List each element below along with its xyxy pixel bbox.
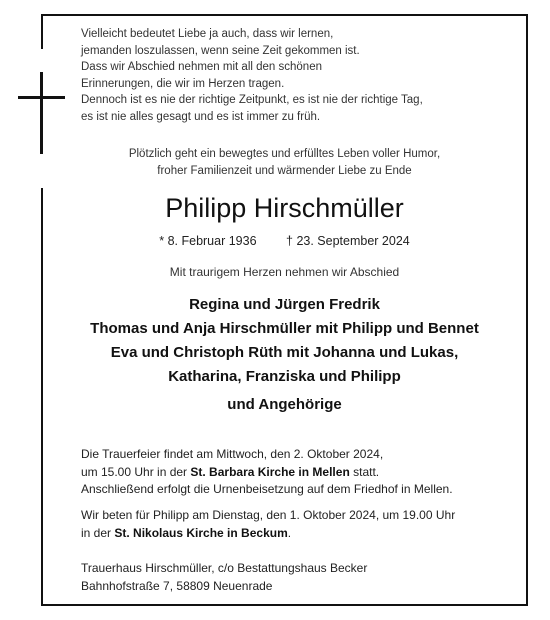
mourner-line: und Angehörige	[227, 396, 342, 413]
deceased-name: Philipp Hirschmüller	[165, 193, 404, 223]
service-line: Die Trauerfeier findet am Mittwoch, den 2. Oktober 2024,	[81, 447, 384, 461]
mourner-line: Thomas und Anja Hirschmüller mit Philipp und Bennet	[90, 320, 479, 337]
prayer-line	[81, 525, 455, 543]
poem-line: Erinnerungen, die wir im Herzen tragen.	[81, 77, 285, 90]
mourner-line: Regina und Jürgen Fredrik	[189, 296, 380, 313]
prayer-info	[81, 507, 455, 542]
frame-bottom-line	[41, 604, 528, 606]
poem-line: es ist nie alles gesagt und es ist immer zu früh.	[81, 110, 321, 123]
frame-top-line	[41, 14, 528, 16]
service-text: um 15.00 Uhr in der	[81, 464, 191, 479]
motto	[43, 146, 526, 179]
mourners-list	[43, 293, 526, 417]
birth-date: * 8. Februar 1936	[159, 234, 257, 248]
poem-line: Dennoch ist es nie der richtige Zeitpunkt, es ist nie der richtige Tag,	[81, 94, 423, 106]
poem	[81, 26, 423, 125]
motto-line: froher Familienzeit und wärmender Liebe zu Ende	[157, 164, 412, 177]
motto-line: Plötzlich geht ein bewegtes und erfülltes Leben voller Humor,	[128, 148, 441, 160]
life-dates	[43, 232, 526, 250]
service-text: statt.	[349, 464, 380, 479]
poem-line: jemanden loszulassen, wenn seine Zeit gekommen ist.	[81, 44, 360, 57]
service-line	[81, 464, 453, 482]
farewell-intro: Mit traurigem Herzen nehmen wir Abschied	[169, 265, 400, 279]
contact-line: Trauerhaus Hirschmüller, c/o Bestattungshaus Becker	[81, 561, 368, 575]
death-date: † 23. September 2024	[286, 234, 410, 248]
service-line: Anschließend erfolgt die Urnenbeisetzung auf dem Friedhof in Mellen.	[81, 482, 453, 496]
contact-line: Bahnhofstraße 7, 58809 Neuenrade	[81, 578, 273, 593]
mourner-line: Katharina, Franziska und Philipp	[168, 368, 401, 385]
poem-line: Dass wir Abschied nehmen mit all den schönen	[81, 61, 322, 73]
service-info	[81, 446, 453, 499]
prayer-line: Wir beten für Philipp am Dienstag, den 1. Oktober 2024, um 19.00 Uhr	[81, 508, 456, 522]
mourner-line: Eva und Christoph Rüth mit Johanna und Lukas,	[110, 344, 459, 361]
poem-line: Vielleicht bedeutet Liebe ja auch, dass wir lernen,	[81, 28, 334, 40]
contact-info	[81, 560, 367, 595]
frame-right-line	[526, 14, 528, 606]
prayer-text: .	[287, 525, 292, 540]
prayer-text: in der	[81, 525, 115, 540]
frame-left-upper-line	[41, 14, 43, 49]
prayer-church: St. Nikolaus Kirche in Beckum	[114, 525, 288, 540]
service-church: St. Barbara Kirche in Mellen	[190, 464, 350, 479]
